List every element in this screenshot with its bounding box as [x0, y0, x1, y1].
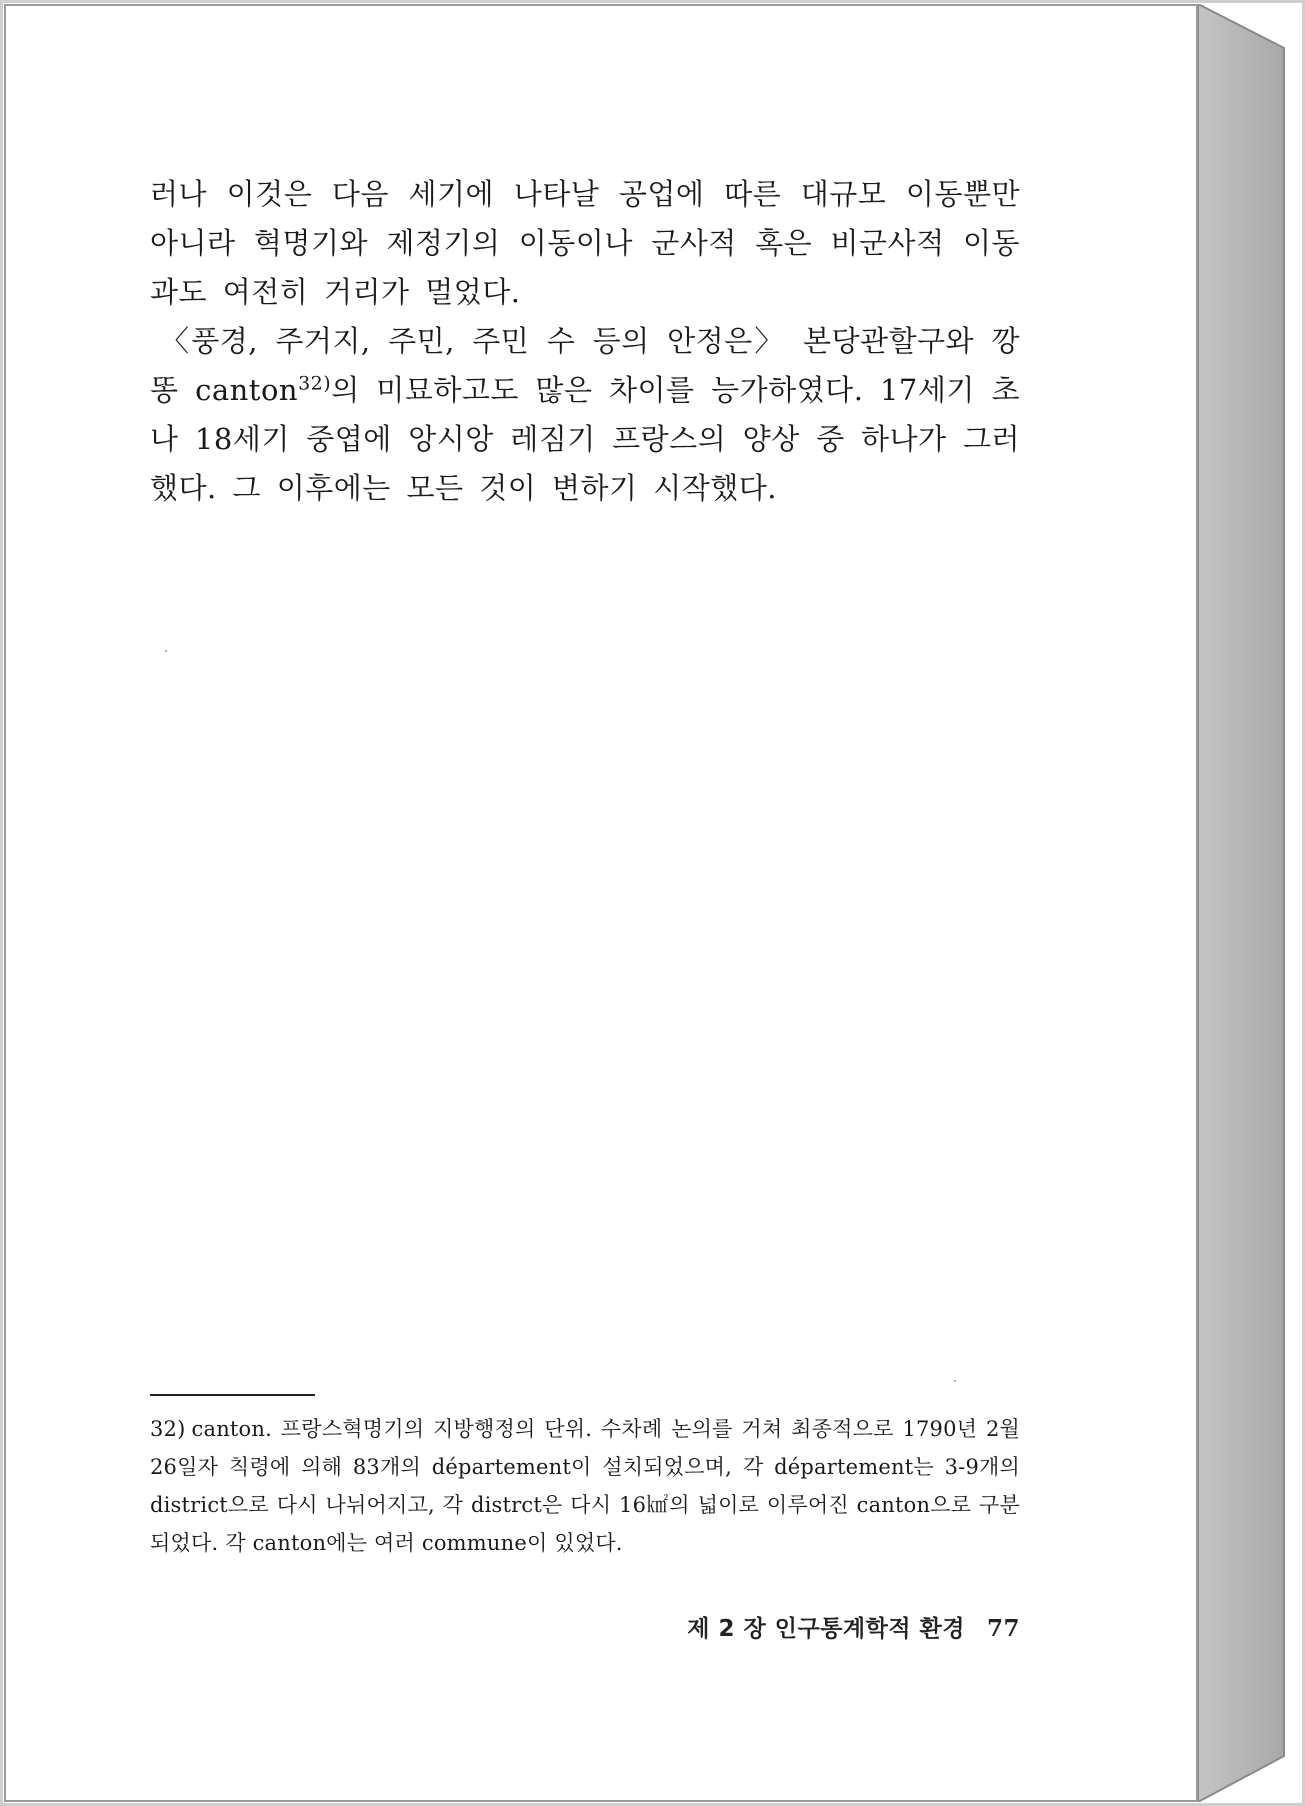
paragraph-2-text: 〈풍경, 주거지, 주민, 주민 수 등의 안정은〉 본당관할구와 깡똥 canton	[150, 324, 1020, 407]
paragraph-2	[150, 317, 1020, 513]
footnote-reference[interactable]: 32)	[298, 372, 332, 395]
footnote-divider	[150, 1394, 315, 1396]
running-footer	[687, 1614, 1020, 1644]
page-edge	[1198, 4, 1290, 1802]
paragraph-1: 러나 이것은 다음 세기에 나타날 공업에 따른 대규모 이동뿐만 아니라 혁명기와 제정기의 이동이나 군사적 혹은 비군사적 이동과도 여전히 거리가 멀었다.	[150, 177, 1020, 309]
footnote-32	[150, 1410, 1020, 1562]
scan-speck	[165, 650, 167, 652]
paragraph-2-text-cont: 의 미묘하고도 많은 차이를 능가하였다. 17세기 초나 18세기 중엽에 앙시앙 레짐기 프랑스의 양상 중 하나가 그러했다. 그 이후에는 모든 것이 변하기 시작했다.	[150, 373, 1020, 505]
chapter-title: 제 2 장 인구통계학적 환경	[687, 1616, 965, 1642]
page-number: 77	[986, 1615, 1020, 1642]
footnote-number: 32)	[150, 1417, 186, 1441]
footnote-text: canton. 프랑스혁명기의 지방행정의 단위. 수차례 논의를 거쳐 최종적으로 1790년 2월 26일자 칙령에 의해 83개의 département이 설치되었으며, 각 département는 3-9개의 district으로 다시 나뉘어지고, 각 distrct은 다시 16㎢의 넓이로 이루어진 canton으로 구분되었다. 각 canton에는 여러 commune이 있었다.	[150, 1417, 1020, 1555]
scan-speck	[954, 1380, 956, 1382]
main-text	[150, 170, 1020, 513]
